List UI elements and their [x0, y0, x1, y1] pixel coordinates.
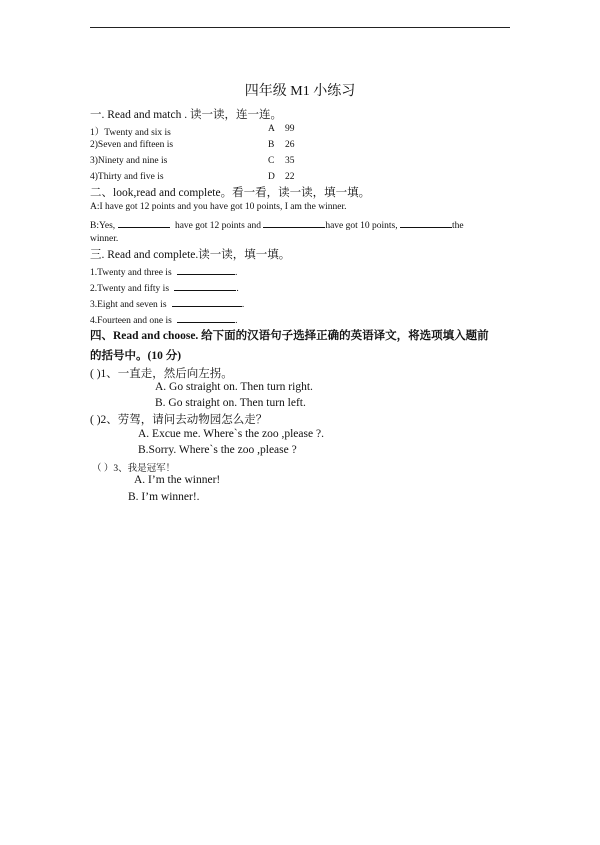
period: . [241, 300, 245, 310]
q3-option-a[interactable]: A. I’m the winner! [134, 474, 221, 486]
blank-b2[interactable] [263, 218, 325, 228]
answer-blank-4[interactable] [177, 313, 235, 323]
complete-item-text: 1.Twenty and three is [90, 268, 172, 278]
q1-stem: ( )1、一直走，然后向左拐。 [90, 368, 233, 380]
answer-blank-1[interactable] [177, 265, 235, 275]
q1-option-b[interactable]: B. Go straight on. Then turn left. [155, 397, 306, 409]
match-number-1: 99 [285, 124, 295, 134]
page-title: 四年级 M1 小练习 [244, 84, 356, 99]
match-left-2: 2)Seven and fifteen is [90, 140, 174, 150]
complete-item-text: 4.Fourteen and one is [90, 316, 172, 326]
period: . [235, 316, 238, 326]
period: . [236, 284, 239, 294]
match-number-3: 35 [285, 156, 295, 166]
match-letter-2: B [268, 140, 275, 150]
match-letter-1: A [268, 124, 275, 134]
q2-option-b[interactable]: B.Sorry. Where`s the zoo ,please ? [138, 444, 297, 456]
q3-option-b[interactable]: B. I’m winner!. [128, 491, 200, 503]
blank-b1[interactable] [118, 218, 170, 228]
q2-option-a[interactable]: A. Excue me. Where`s the zoo ,please ?. [138, 428, 324, 440]
q1-option-a[interactable]: A. Go straight on. Then turn right. [155, 381, 313, 393]
complete-item-2 [90, 281, 239, 294]
dialogue-line-a: A:I have got 12 points and you have got 10 points, I am the winner. [90, 202, 347, 212]
match-left-4: 4)Thirty and five is [90, 172, 164, 182]
period: . [235, 268, 238, 278]
complete-item-4 [90, 313, 238, 326]
blank-b3[interactable] [400, 218, 452, 228]
match-letter-3: C [268, 156, 275, 166]
match-number-4: 22 [285, 172, 295, 182]
section3-heading: 三. Read and complete.读一读，填一填。 [90, 249, 291, 261]
answer-blank-3[interactable] [172, 297, 242, 307]
match-left-1: 1）Twenty and six is [90, 128, 171, 138]
q2-stem: ( )2、劳驾，请问去动物园怎么走？ [90, 414, 268, 426]
answer-blank-2[interactable] [174, 281, 236, 291]
section2-heading: 二、look,read and complete。看一看，读一读，填一填。 [90, 187, 371, 199]
line-b-part4: the [452, 221, 464, 231]
match-left-3: 3)Ninety and nine is [90, 156, 168, 166]
top-rule [90, 27, 510, 28]
complete-item-3 [90, 297, 244, 310]
section4-heading-line2: 的括号中。(10 分) [90, 350, 182, 362]
q3-stem: （ ）3、我是冠军！ [92, 464, 176, 474]
line-b-part1: B:Yes, [90, 221, 116, 231]
dialogue-line-b [90, 218, 464, 231]
match-letter-4: D [268, 172, 275, 182]
section1-heading: 一. Read and match . 读一读，连一连。 [90, 109, 282, 121]
complete-item-text: 2.Twenty and fifty is [90, 284, 170, 294]
complete-item-text: 3.Eight and seven is [90, 300, 167, 310]
line-b-part2: have got 12 points and [174, 221, 261, 231]
line-b-part3: have got 10 points, [325, 221, 398, 231]
complete-item-1 [90, 265, 237, 278]
section4-heading-line1: 四、Read and choose. 给下面的汉语句子选择正确的英语译文，将选项填入题前 [90, 330, 489, 342]
match-number-2: 26 [285, 140, 295, 150]
dialogue-line-b-cont: winner. [90, 234, 119, 244]
